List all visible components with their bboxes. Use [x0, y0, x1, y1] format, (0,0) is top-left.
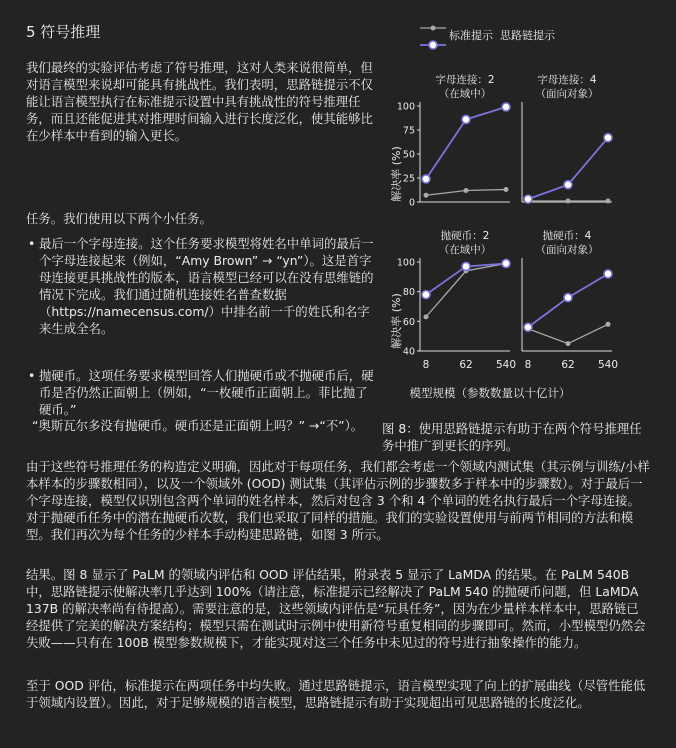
data-point-standard [606, 199, 611, 204]
figure-8-chart [380, 14, 670, 414]
legend-standard-label: 标准提示 [449, 29, 493, 42]
data-point-standard [464, 188, 469, 193]
data-point-standard [566, 341, 571, 346]
figure-caption: 图 8：使用思路链提示有助于在两个符号推理任务中推广到更长的序列。 [382, 421, 642, 453]
series-line-cot [528, 138, 608, 199]
chart-panels [397, 73, 618, 371]
data-point-standard [566, 199, 571, 204]
y-tick-label: 80 [402, 287, 415, 299]
y-tick-label: 0 [408, 197, 415, 209]
bullet-item-last-letter [26, 235, 376, 337]
bullet-continuation: “奥斯瓦尔多没有抛硬币。硬币还是正面朝上吗？” →“不”）。 [32, 418, 364, 433]
data-point-cot [422, 175, 430, 183]
x-axis-label: 模型规模（参数数量以十亿计） [409, 386, 571, 400]
data-point-cot [564, 181, 572, 189]
results-paragraph: 结果。图 8 显示了 PaLM 的领域内评估和 OOD 评估结果，附录表 5 显示了 LaMDA 的结果。在 PaLM 540B 中，思路链提示使解决率几乎达到 100%（请注意，标准提示已经解决了 PaLM 540 的抛硬币问题，但 LaMDA 137B 的解决率尚有待提高）。需要注意的是，这些领域内评估是“玩具任务”，因为在少量样本样本中，思路链已经提供了完美的解决方案结构；模型只需在测试时示例中使用新符号重复相同的步骤即可。然而，小型模型仍然会失败——只有在 100B 模型参数规模下，才能实现对这三个任务中未见过的符号进行抽象操作的能力。 [26, 567, 646, 650]
y-axis-label-bottom: 解决率 (%) [390, 293, 403, 349]
ood-paragraph: 至于 OOD 评估，标准提示在两项任务中均失败。通过思路链提示，语言模型实现了向上的扩展曲线（尽管性能低于领域内设置）。因此，对于足够规模的语言模型，思路链提示有助于实现超出可见思路链的长度泛化。 [26, 678, 646, 710]
data-point-cot [422, 291, 430, 299]
data-point-standard [504, 187, 509, 192]
x-tick-label: 62 [459, 359, 473, 371]
data-point-cot [564, 294, 572, 302]
y-axis-label-top: 解决率 (%) [390, 146, 403, 202]
x-tick-label: 540 [495, 359, 517, 371]
bullet-marker: • [28, 368, 36, 383]
legend-cot-label: 思路链提示 [500, 29, 555, 42]
panel-subtitle: （面向对象） [535, 244, 599, 256]
legend-cot-marker [429, 41, 437, 49]
y-tick-label: 50 [402, 149, 415, 161]
bullet-text: 最后一个字母连接。这个任务要求模型将姓名中单词的最后一个字母连接起来（例如，“Amy Brown” → “yn”）。这是首字母连接更具挑战性的版本，语言模型已经可以在没有思维链的情况下完成。我们通过随机连接姓名普查数据（https://namecensus.com/）中排名前一千的姓氏和名字来生成全名。 [39, 236, 374, 336]
data-point-cot [502, 259, 510, 267]
y-tick-label: 25 [402, 173, 415, 185]
data-point-standard [424, 314, 429, 319]
data-point-standard [606, 322, 611, 327]
y-tick-label: 60 [402, 316, 415, 328]
intro-paragraph: 我们最终的实验评估考虑了符号推理，这对人类来说很简单，但对语言模型来说却可能具有挑战性。我们表明，思路链提示不仅能让语言模型执行在标准提示设置中具有挑战性的符号推理任务，而且还能促进其对推理时间输入进行长度泛化，使其能够比在少样本中看到的输入更长。 [26, 60, 373, 143]
panel-title: 字母连接：2 [435, 74, 495, 86]
y-tick-label: 40 [402, 346, 415, 358]
chart-legend [420, 26, 556, 50]
tasks-intro: 任务。我们使用以下两个小任务。 [26, 211, 212, 226]
data-point-cot [462, 262, 470, 270]
y-tick-label: 75 [402, 125, 415, 137]
legend-standard-marker [431, 26, 436, 31]
data-point-cot [462, 115, 470, 123]
panel-subtitle: （面向对象） [535, 88, 599, 100]
data-point-cot [604, 134, 612, 142]
data-point-cot [502, 103, 510, 111]
bullet-marker: • [28, 236, 36, 251]
x-tick-label: 8 [524, 359, 532, 371]
panel-subtitle: （在域中） [438, 88, 492, 100]
setup-paragraph: 由于这些符号推理任务的构造定义明确，因此对于每项任务，我们都会考虑一个领域内测试集（其示例与训练/小样本样本的步骤数相同），以及一个领域外 (OOD) 测试集（其评估示例的步骤数多于样本中的步骤数）。对于最后一个字母连接，模型仅识别包含两个单词的姓名样本，然后对包含 3 个和 4 个单词的姓名执行最后一个字母连接。对于抛硬币任务中的潜在抛硬币次数，我们也采取了同样的措施。我们的实验设置使用与前两节相同的方法和模型。我们再次为每个任务的少样本手动构建思路链，如图 3 所示。 [26, 459, 650, 542]
data-point-cot [524, 323, 532, 331]
x-tick-label: 8 [422, 359, 430, 371]
section-title: 5 符号推理 [26, 23, 101, 41]
y-tick-label: 100 [396, 101, 415, 113]
data-point-cot [604, 270, 612, 278]
bullet-item-coin-flip [26, 367, 376, 417]
y-tick-label: 100 [396, 257, 415, 269]
data-point-standard [424, 193, 429, 198]
bullet-text: 抛硬币。这项任务要求模型回答人们抛硬币或不抛硬币后，硬币是否仍然正面朝上（例如，“一枚硬币正面朝上。菲比抛了硬币。” [39, 368, 374, 417]
panel-title: 抛硬币：2 [440, 230, 490, 242]
data-point-cot [524, 195, 532, 203]
x-tick-label: 540 [597, 359, 619, 371]
panel-title: 抛硬币：4 [542, 230, 592, 242]
panel-subtitle: （在域中） [438, 244, 492, 256]
series-line-standard [528, 324, 608, 343]
panel-title: 字母连接：4 [537, 74, 597, 86]
x-tick-label: 62 [561, 359, 575, 371]
